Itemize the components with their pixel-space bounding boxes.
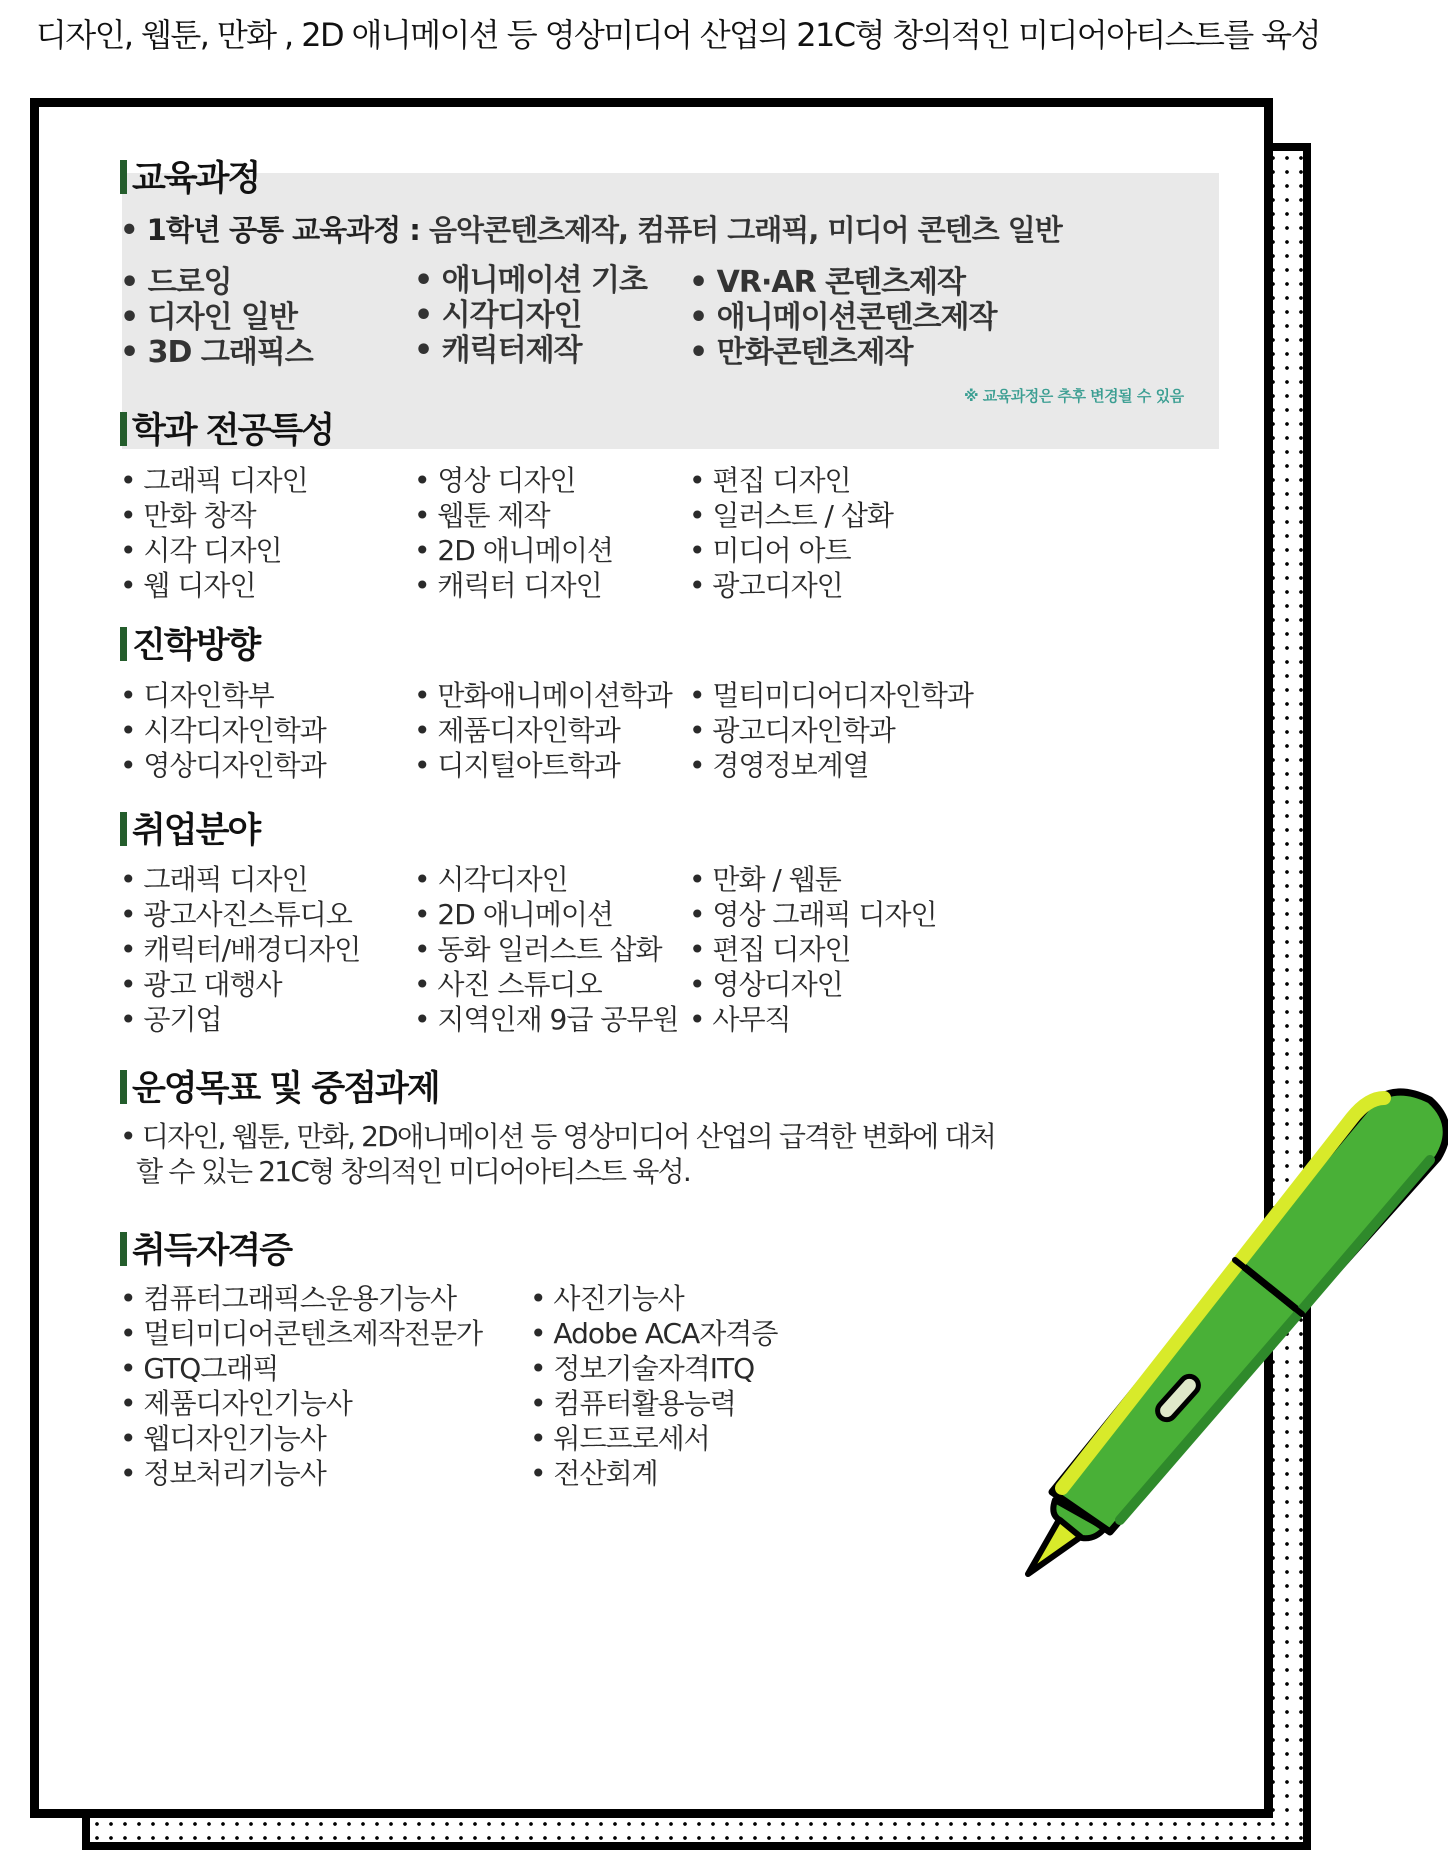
section-marker	[120, 812, 127, 846]
list-item: • 영상 디자인	[414, 464, 576, 497]
list-item: • 디지털아트학과	[414, 749, 620, 782]
section-title-certificates: 취득자격증	[132, 1231, 292, 1271]
list-item: • 캐릭터 디자인	[414, 569, 602, 602]
section-title-employment: 취업분야	[132, 811, 260, 851]
list-item: • 만화 창작	[120, 499, 256, 532]
list-item: • 경영정보계열	[689, 749, 869, 782]
list-item: • 웹디자인기능사	[120, 1422, 326, 1455]
list-item: • 디자인학부	[120, 679, 274, 712]
list-item: • 시각디자인	[414, 298, 582, 333]
list-item: • 만화콘텐츠제작	[689, 335, 913, 370]
goals-line-1: • 디자인, 웹툰, 만화, 2D애니메이션 등 영상미디어 산업의 급격한 변화에 대처	[120, 1120, 996, 1153]
headline: 디자인, 웹툰, 만화 , 2D 애니메이션 등 영상미디어 산업의 21C형 창의적인 미디어아티스트를 육성	[36, 16, 1320, 54]
list-item: • 캐릭터제작	[414, 333, 582, 368]
list-item: • 2D 애니메이션	[414, 534, 613, 567]
list-item: • 시각디자인	[414, 863, 568, 896]
list-item: • 애니메이션콘텐츠제작	[689, 300, 997, 335]
list-item: • 동화 일러스트 삽화	[414, 933, 662, 966]
list-item: • 편집 디자인	[689, 464, 851, 497]
bullet: •	[120, 213, 138, 247]
list-item: • 웹 디자인	[120, 569, 256, 602]
list-item: • GTQ그래픽	[120, 1352, 279, 1385]
list-item: • 만화 / 웹툰	[689, 863, 841, 896]
list-item: • 편집 디자인	[689, 933, 851, 966]
list-item: • 3D 그래픽스	[120, 335, 313, 370]
list-item: • 그래픽 디자인	[120, 464, 308, 497]
section-marker	[120, 627, 127, 661]
list-item: • 시각디자인학과	[120, 714, 326, 747]
list-item: • 전산회계	[530, 1457, 658, 1490]
list-item: • 멀티미디어디자인학과	[689, 679, 973, 712]
list-item: • 광고디자인학과	[689, 714, 895, 747]
list-item: • 일러스트 / 삽화	[689, 499, 893, 532]
list-item: • 그래픽 디자인	[120, 863, 308, 896]
list-item: • 광고사진스튜디오	[120, 898, 352, 931]
list-item: • 2D 애니메이션	[414, 898, 613, 931]
list-item: • 시각 디자인	[120, 534, 282, 567]
list-item: • 영상 그래픽 디자인	[689, 898, 937, 931]
list-item: • 영상디자인	[689, 968, 843, 1001]
list-item: • 광고디자인	[689, 569, 843, 602]
list-item: • 사진기능사	[530, 1282, 684, 1315]
list-item: • 멀티미디어콘텐츠제작전문가	[120, 1317, 483, 1350]
list-item: • 드로잉	[120, 265, 232, 300]
section-title-goals: 운영목표 및 중점과제	[132, 1069, 439, 1109]
section-marker	[120, 1232, 127, 1266]
section-marker	[120, 160, 127, 194]
list-item: • VR·AR 콘텐츠제작	[689, 265, 966, 300]
list-item: • 웹툰 제작	[414, 499, 550, 532]
list-item: • 미디어 아트	[689, 534, 851, 567]
section-marker	[120, 1070, 127, 1104]
list-item: • 지역인재 9급 공무원	[414, 1003, 679, 1036]
section-title-curriculum: 교육과정	[132, 159, 260, 199]
list-item: • 만화애니메이션학과	[414, 679, 672, 712]
goals-line-2: 할 수 있는 21C형 창의적인 미디어아티스트 육성.	[136, 1155, 690, 1188]
list-item: • 캐릭터/배경디자인	[120, 933, 361, 966]
list-item: • 광고 대행사	[120, 968, 282, 1001]
list-item: • 디자인 일반	[120, 300, 297, 335]
list-item: • 애니메이션 기초	[414, 263, 647, 298]
list-item: • 정보기술자격ITQ	[530, 1352, 755, 1385]
list-item: • 영상디자인학과	[120, 749, 326, 782]
list-item: • 컴퓨터활용능력	[530, 1387, 736, 1420]
list-item: • 제품디자인학과	[414, 714, 620, 747]
list-item: • 정보처리기능사	[120, 1457, 326, 1490]
list-item: • 공기업	[120, 1003, 222, 1036]
list-item: • 워드프로세서	[530, 1422, 710, 1455]
section-title-advancement: 진학방향	[132, 626, 260, 666]
curriculum-note: ※ 교육과정은 추후 변경될 수 있음	[964, 387, 1184, 405]
list-item: • 제품디자인기능사	[120, 1387, 352, 1420]
list-item: • 사진 스튜디오	[414, 968, 602, 1001]
common-curriculum-line	[120, 208, 1062, 249]
common-curriculum-label: 1학년 공통 교육과정 :	[146, 213, 420, 247]
section-marker	[120, 412, 127, 446]
list-item: • Adobe ACA자격증	[530, 1317, 778, 1350]
green-pen-icon	[1010, 1040, 1448, 1600]
section-title-major: 학과 전공특성	[132, 411, 334, 451]
common-curriculum-value: 음악콘텐츠제작, 컴퓨터 그래픽, 미디어 콘텐츠 일반	[419, 213, 1062, 247]
list-item: • 사무직	[689, 1003, 791, 1036]
list-item: • 컴퓨터그래픽스운용기능사	[120, 1282, 456, 1315]
